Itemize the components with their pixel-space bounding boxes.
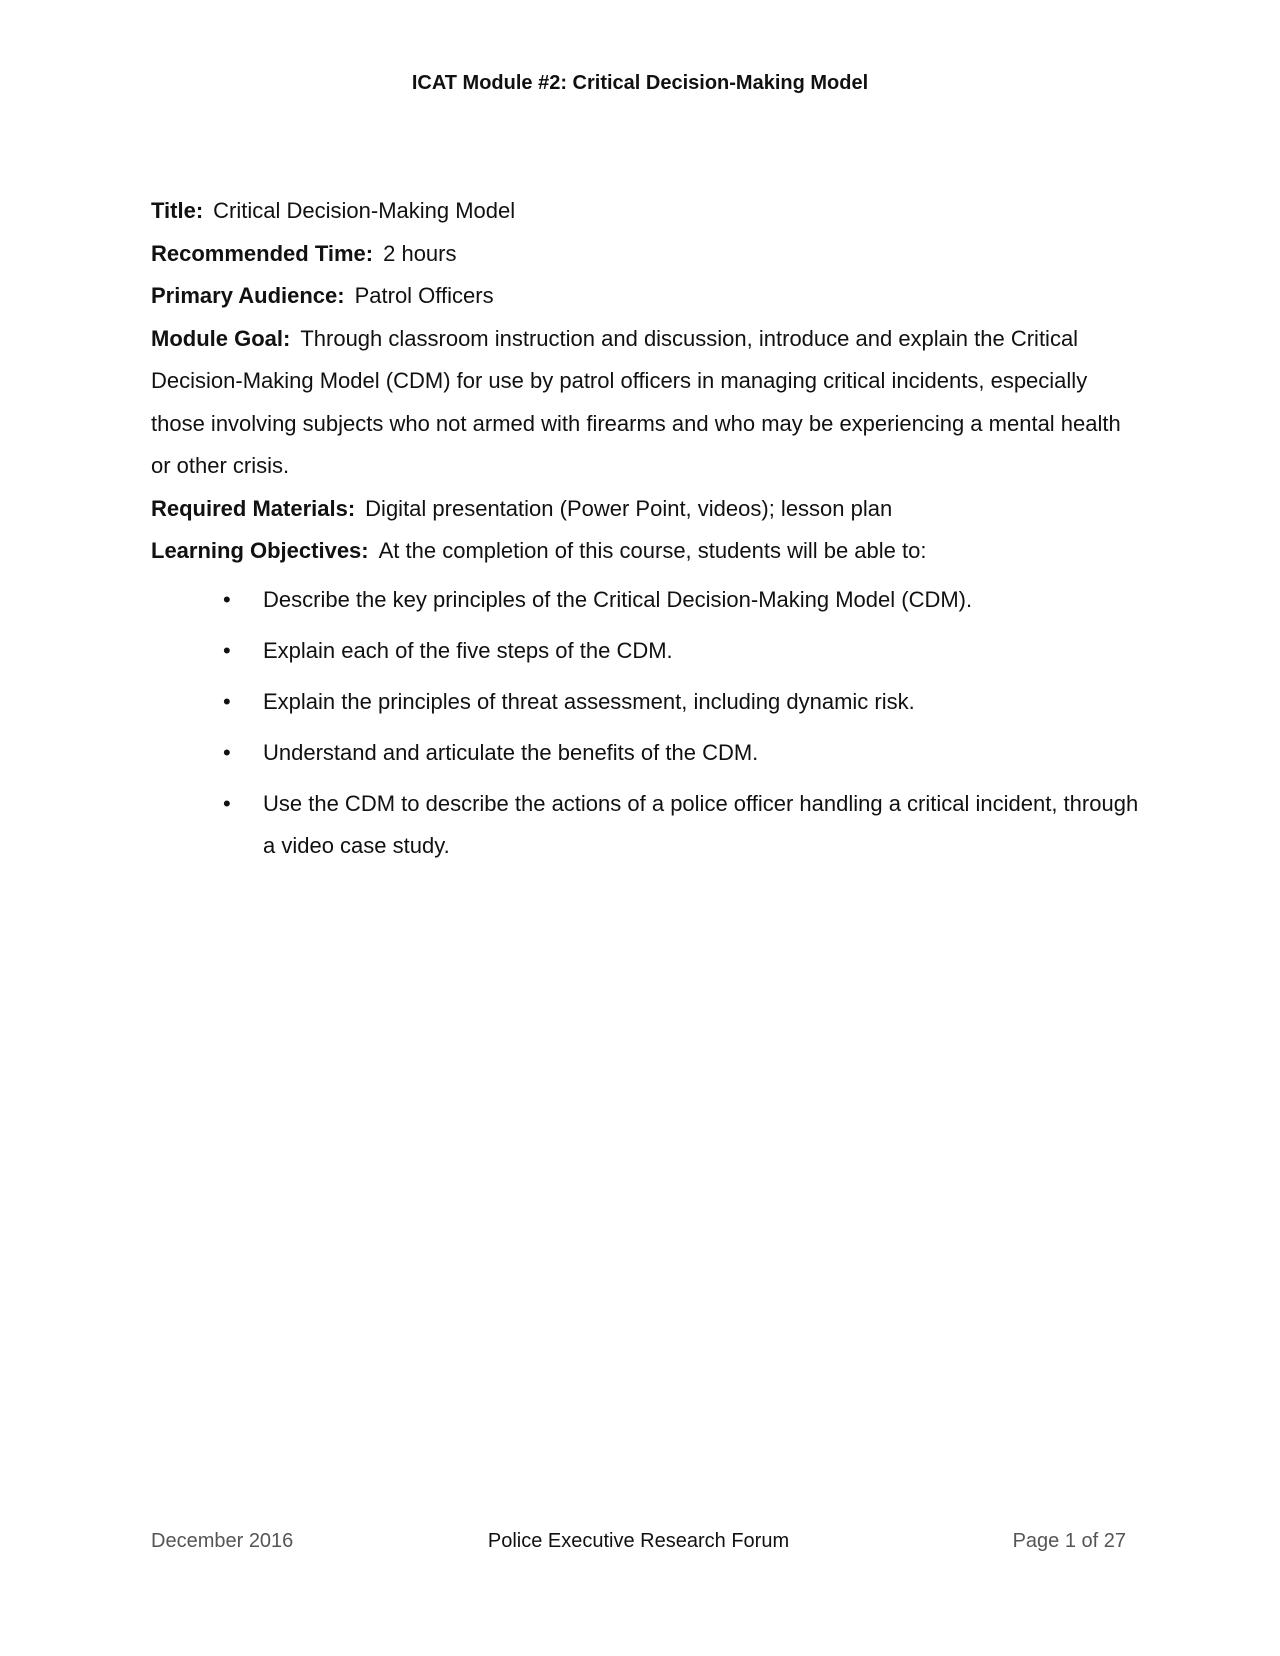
title-field [151, 190, 1141, 233]
primary-audience-label: Primary Audience: [151, 283, 345, 308]
list-item [151, 732, 1141, 774]
required-materials-value: Digital presentation (Power Point, videos); lesson plan [365, 495, 893, 521]
primary-audience-value: Patrol Officers [354, 283, 494, 308]
bullet-icon: • [223, 688, 231, 714]
recommended-time-field [151, 233, 1141, 276]
recommended-time-label: Recommended Time: [151, 240, 374, 266]
footer-page-number: Page 1 of 27 [1012, 1530, 1126, 1552]
bullet-icon: • [223, 586, 231, 612]
objectives-list [151, 579, 1141, 867]
title-label: Title: [151, 198, 204, 223]
required-materials-field [151, 488, 1141, 531]
objective-text: Describe the key principles of the Critical Decision-Making Model (CDM). [263, 586, 973, 612]
list-item [151, 783, 1141, 867]
recommended-time-value: 2 hours [383, 240, 457, 266]
title-value: Critical Decision-Making Model [213, 198, 516, 223]
footer-organization: Police Executive Research Forum [487, 1530, 790, 1552]
module-goal-label: Module Goal: [151, 325, 291, 351]
page-footer [151, 1530, 1126, 1560]
bullet-icon: • [223, 637, 231, 663]
list-item [151, 630, 1141, 672]
module-goal-field [151, 318, 1141, 488]
bullet-icon: • [223, 739, 231, 765]
objective-text: Use the CDM to describe the actions of a police officer handling a critical incident, through a video case study. [263, 790, 1139, 858]
objective-text: Explain the principles of threat assessment, including dynamic risk. [263, 688, 915, 714]
list-item [151, 681, 1141, 723]
bullet-icon: • [223, 790, 231, 816]
document-body [151, 190, 1141, 876]
footer-date: December 2016 [151, 1530, 294, 1552]
objective-text: Explain each of the five steps of the CDM. [263, 637, 673, 663]
required-materials-label: Required Materials: [151, 495, 356, 521]
learning-objectives-field [151, 530, 1141, 573]
primary-audience-field [151, 275, 1141, 318]
document-title: ICAT Module #2: Critical Decision-Making Model [411, 72, 869, 94]
learning-objectives-label: Learning Objectives: [151, 538, 369, 563]
objective-text: Understand and articulate the benefits of the CDM. [263, 739, 759, 765]
learning-objectives-intro: At the completion of this course, students will be able to: [378, 538, 927, 563]
list-item [151, 579, 1141, 621]
page-header [0, 72, 1280, 95]
module-goal-value: Through classroom instruction and discussion, introduce and explain the Critical Decision-Making Model (CDM) for use by patrol officers in managing critical incidents, especially those involving subjects who not armed with firearms and who may be experiencing a mental health or other crisis. [151, 325, 1121, 478]
